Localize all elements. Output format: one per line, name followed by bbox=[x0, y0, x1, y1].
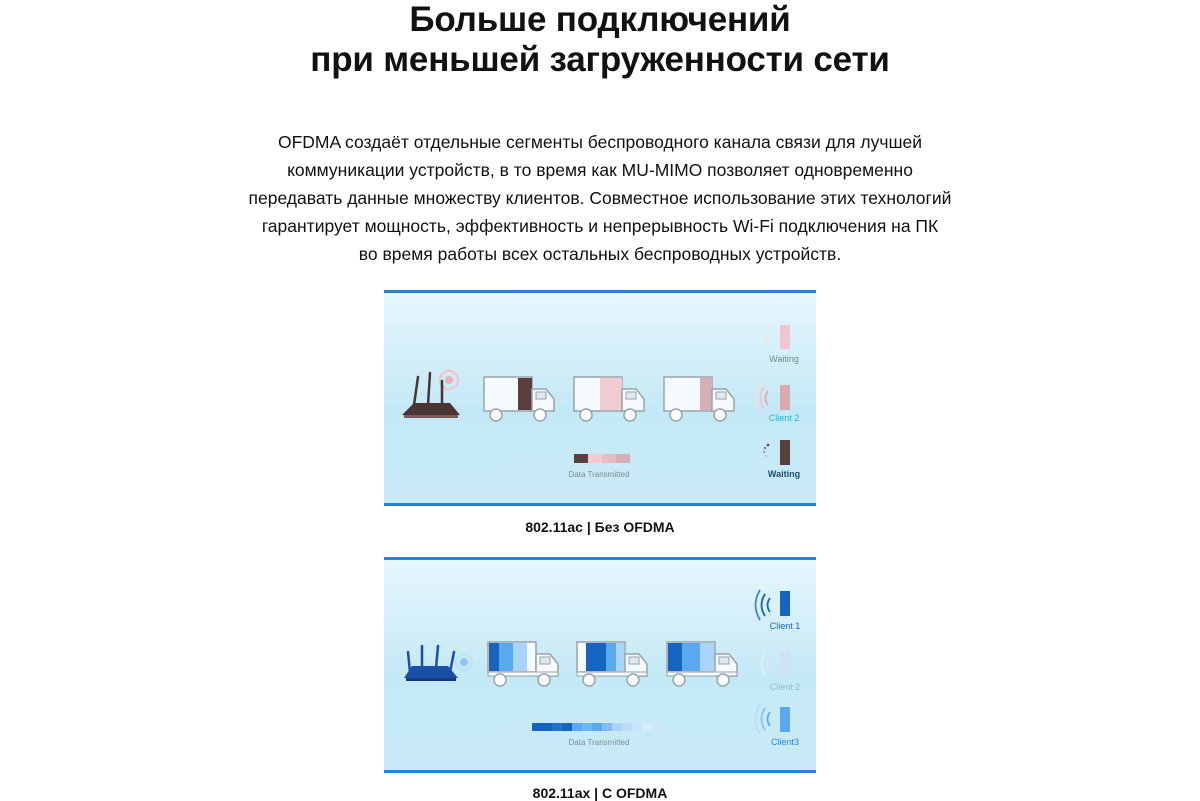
router-icon bbox=[402, 371, 460, 418]
caption-802-11ax: 802.11ax | С OFDMA bbox=[532, 785, 668, 801]
caption-802-11ac: 802.11ac | Без OFDMA bbox=[525, 519, 675, 535]
data-transmitted-label: Data Transmitted bbox=[568, 738, 630, 747]
description-line-4: гарантирует мощность, эффективность и непрерывность Wi-Fi подключения на ПК bbox=[261, 216, 939, 236]
description-line-3: передавать данные множеству клиентов. Совместное использование этих технологий bbox=[248, 188, 952, 208]
client-1-label: Waiting bbox=[769, 354, 799, 364]
description bbox=[0, 128, 1200, 268]
client-2-device bbox=[762, 651, 791, 676]
description-line-5: во время работы всех остальных беспроводных устройств. bbox=[358, 244, 842, 264]
loading-spinner-icon bbox=[763, 444, 769, 457]
truck-1 bbox=[488, 642, 558, 686]
description-line-2: коммуникации устройств, в то время как MU-MIMO позволяет одновременно bbox=[287, 160, 913, 180]
client-1-device bbox=[756, 590, 791, 620]
truck-3 bbox=[667, 642, 737, 686]
title-line-1: Больше подключений bbox=[409, 0, 791, 39]
router-icon bbox=[404, 646, 472, 681]
data-transmitted-bar bbox=[574, 454, 630, 463]
truck-2 bbox=[577, 642, 647, 686]
page-title bbox=[0, 0, 1200, 80]
client-3-device bbox=[756, 704, 791, 734]
client-waiting-1 bbox=[766, 325, 790, 349]
client-1-label: Client 1 bbox=[769, 621, 801, 631]
truck-2 bbox=[574, 377, 644, 421]
truck-1 bbox=[484, 377, 554, 421]
diagram-ax-svg bbox=[384, 560, 816, 770]
client-3-label: Client3 bbox=[770, 737, 800, 747]
client-2-label: Client 2 bbox=[768, 413, 800, 423]
title-line-2: при меньшей загруженности сети bbox=[310, 40, 890, 79]
data-transmitted-label: Data Transmitted bbox=[568, 470, 630, 479]
diagram-with-ofdma bbox=[384, 557, 816, 773]
client-2-device bbox=[756, 383, 791, 413]
diagram-without-ofdma bbox=[384, 290, 816, 506]
client-3-label: Waiting bbox=[767, 469, 801, 479]
client-2-label: Client 2 bbox=[769, 682, 801, 692]
data-transmitted-bar bbox=[532, 723, 664, 731]
diagram-ac-svg bbox=[384, 293, 816, 503]
client-waiting-3 bbox=[763, 440, 790, 465]
truck-3 bbox=[664, 377, 734, 421]
description-line-1: OFDMA создаёт отдельные сегменты беспроводного канала связи для лучшей bbox=[277, 132, 923, 152]
